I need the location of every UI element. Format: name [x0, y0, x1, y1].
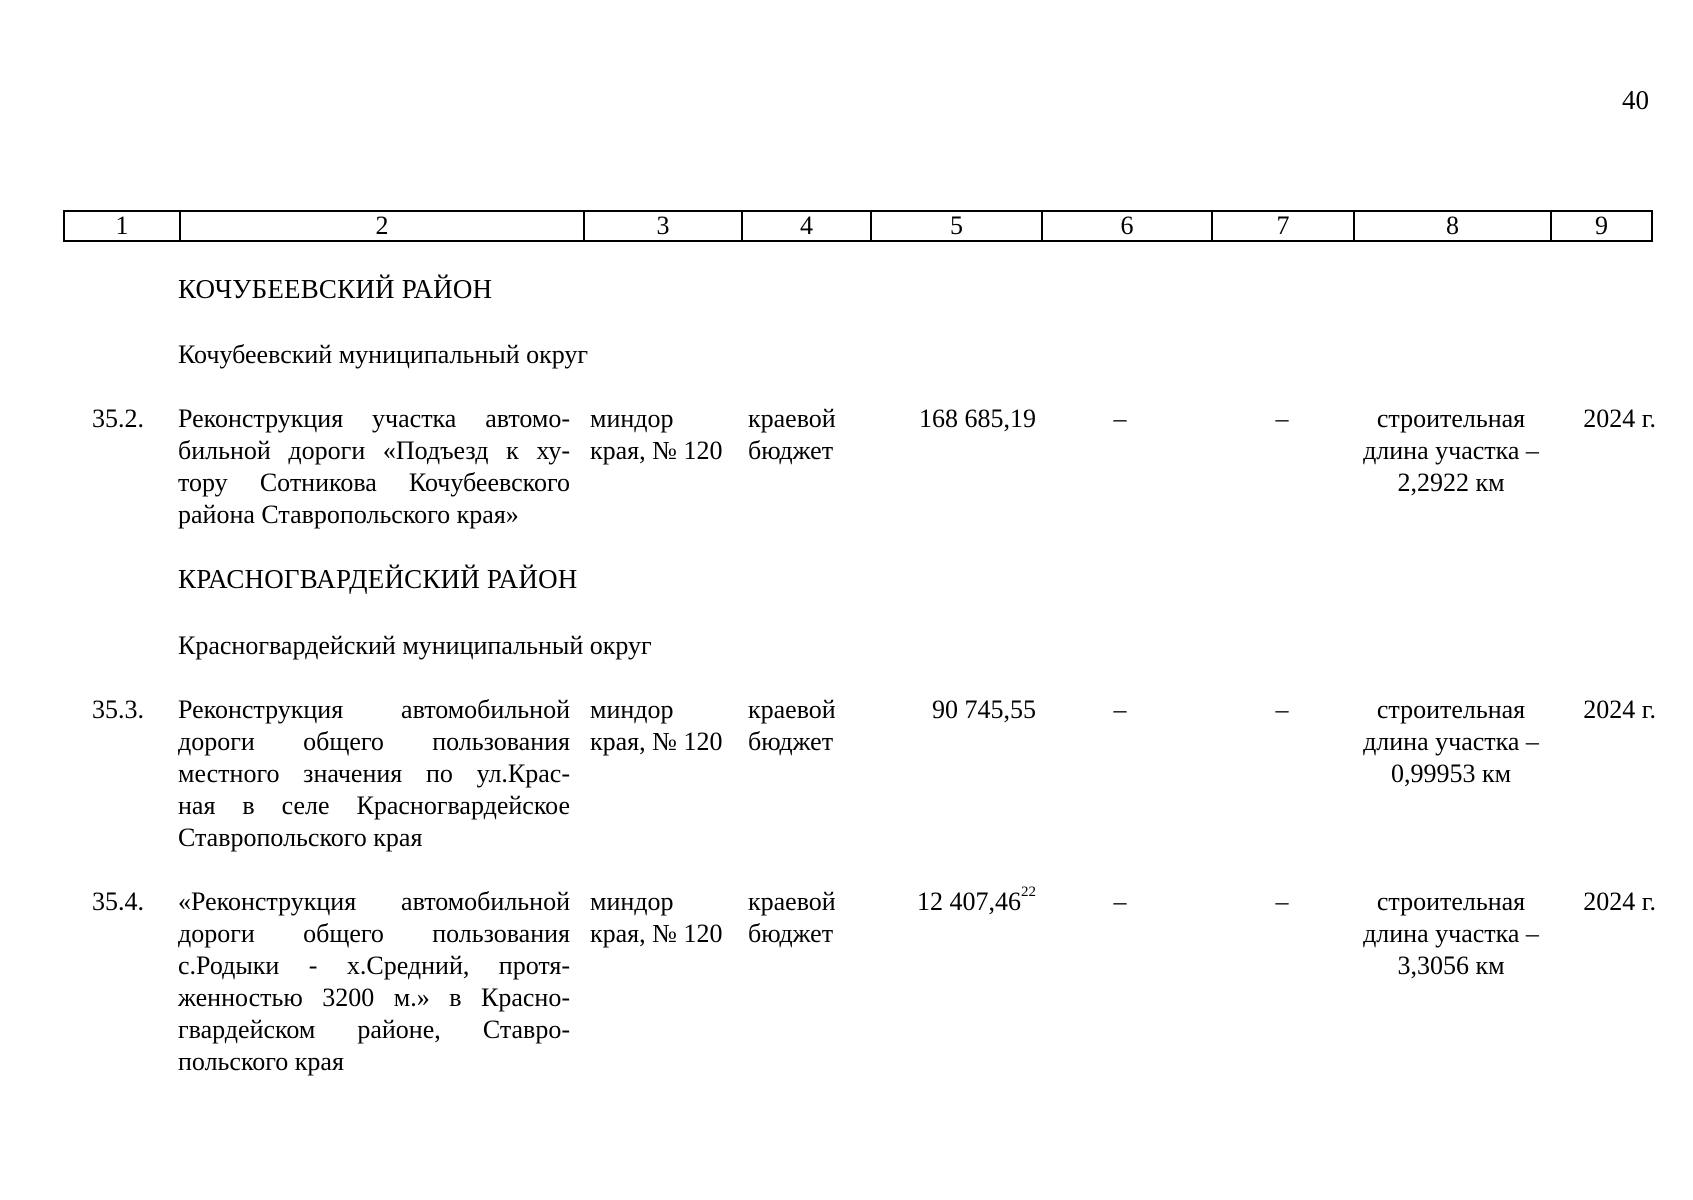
column-6-value: – — [1113, 404, 1127, 433]
capacity-line: 0,99953 км — [1390, 759, 1512, 788]
description-line: бильной дороги «Подъезд к ху- — [178, 436, 570, 465]
okrug-heading: Кочубеевский муниципальный округ — [178, 340, 589, 369]
responsible-line: края, № 120 — [590, 727, 723, 756]
description-line: Реконструкция участка автомо- — [178, 404, 570, 433]
description-line: дороги общего пользования — [178, 919, 570, 948]
amount-value: 168 685,19 — [919, 404, 1036, 433]
row-number: 35.2. — [92, 404, 144, 433]
object-description — [178, 886, 570, 1078]
capacity-line: 2,2922 км — [1397, 468, 1505, 497]
funding-amount — [870, 403, 1036, 435]
column-number: 5 — [870, 212, 1041, 240]
completion-year: 2024 г. — [1583, 404, 1656, 433]
capacity-line: длина участка – — [1363, 727, 1539, 756]
column-number: 1 — [115, 211, 129, 240]
description-line: Ставропольского края — [178, 823, 423, 852]
column-number: 2 — [179, 212, 583, 240]
column-7-value: – — [1275, 404, 1289, 433]
page-number: 40 — [1622, 85, 1649, 115]
capacity-line: строительная — [1376, 887, 1526, 916]
row-number: 35.3. — [92, 695, 144, 724]
funding-line: бюджет — [748, 919, 834, 948]
funding-source — [748, 886, 848, 950]
responsible-line: миндор — [590, 404, 674, 433]
responsible-line: края, № 120 — [590, 919, 723, 948]
responsible-line: края, № 120 — [590, 436, 723, 465]
capacity-line: длина участка – — [1363, 436, 1539, 465]
capacity-line: строительная — [1376, 404, 1526, 433]
responsible-line: миндор — [590, 887, 674, 916]
description-line: с.Родыки - х.Средний, протя- — [178, 951, 570, 980]
responsible-executor — [590, 886, 735, 950]
funding-line: краевой — [748, 695, 836, 724]
responsible-line: миндор — [590, 695, 674, 724]
description-line: дороги общего пользования — [178, 727, 570, 756]
column-number: 9 — [1550, 212, 1651, 240]
description-line: местного значения по ул.Крас- — [178, 759, 570, 788]
funding-amount — [870, 886, 1036, 918]
column-6-value: – — [1113, 695, 1127, 724]
description-line: гвардейском районе, Ставро- — [178, 1015, 570, 1044]
description-line: польского края — [178, 1047, 344, 1076]
object-description — [178, 694, 570, 854]
column-number: 4 — [741, 212, 870, 240]
column-7-value: – — [1275, 695, 1289, 724]
okrug-heading: Красногвардейский муниципальный округ — [178, 631, 652, 660]
district-heading: КОЧУБЕЕВСКИЙ РАЙОН — [178, 274, 493, 304]
funding-line: бюджет — [748, 727, 834, 756]
description-line: женностью 3200 м.» в Красно- — [178, 983, 570, 1012]
amount-value: 12 407,46 — [917, 887, 1021, 916]
capacity — [1346, 694, 1556, 790]
column-number-header — [63, 210, 1653, 242]
description-line: тору Сотникова Кочубеевского — [178, 468, 570, 497]
funding-amount — [870, 694, 1036, 726]
object-description — [178, 403, 570, 531]
column-7-value: – — [1275, 887, 1289, 916]
capacity — [1346, 403, 1556, 499]
funding-source — [748, 403, 848, 467]
capacity — [1346, 886, 1556, 982]
column-number: 3 — [583, 212, 741, 240]
responsible-executor — [590, 694, 735, 758]
column-number: 8 — [1353, 212, 1550, 240]
funding-line: краевой — [748, 404, 836, 433]
district-heading: КРАСНОГВАРДЕЙСКИЙ РАЙОН — [178, 564, 578, 594]
capacity-line: длина участка – — [1363, 919, 1539, 948]
responsible-executor — [590, 403, 735, 467]
column-6-value: – — [1113, 887, 1127, 916]
description-line: Реконструкция автомобильной — [178, 695, 570, 724]
funding-source — [748, 694, 848, 758]
column-number: 6 — [1041, 212, 1211, 240]
completion-year: 2024 г. — [1583, 695, 1656, 724]
description-line: района Ставропольского края» — [178, 500, 519, 529]
description-line: ная в селе Красногвардейское — [178, 791, 570, 820]
footnote-ref: 22 — [1021, 884, 1036, 900]
funding-line: краевой — [748, 887, 836, 916]
capacity-line: строительная — [1376, 695, 1526, 724]
capacity-line: 3,3056 км — [1397, 951, 1505, 980]
completion-year: 2024 г. — [1583, 887, 1656, 916]
column-number: 7 — [1211, 212, 1353, 240]
funding-line: бюджет — [748, 436, 834, 465]
amount-value: 90 745,55 — [932, 695, 1036, 724]
description-line: «Реконструкция автомобильной — [178, 887, 570, 916]
row-number: 35.4. — [92, 887, 144, 916]
